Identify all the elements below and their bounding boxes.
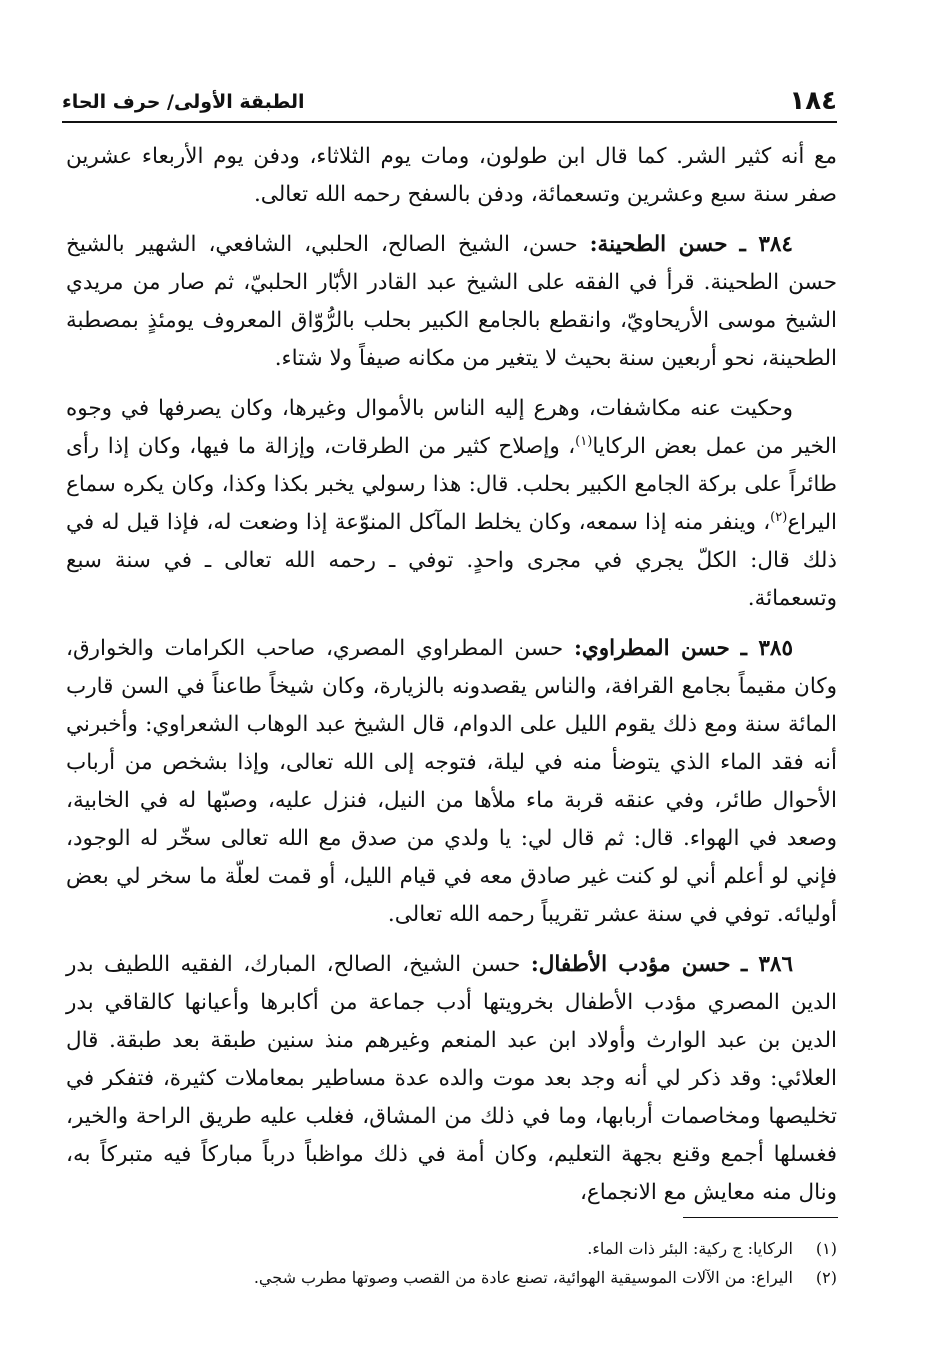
paragraph-text-c: ، وينفر منه إذا سمعه، وكان يخلط المآكل المنوّعة إذا وضعت له، فإذا قيل له في ذلك قال: الكلّ يجري في مجرى واحدٍ. توفي ـ رحمه الله تعالى ـ في سنة سبع وتسعمائة. [66, 510, 837, 611]
footnote-rule [683, 1217, 838, 1218]
entry-385 [66, 630, 837, 934]
entry-name: حسن المطراوي: [573, 636, 730, 661]
entry-number: ٣٨٤ ـ [739, 232, 793, 257]
footnote-mark: (١) [815, 1239, 837, 1258]
footnote-mark: (٢) [815, 1268, 837, 1287]
footnote-text: الركايا: ج ركية: البئر ذات الماء. [587, 1239, 793, 1258]
paragraph-text-b: ، وإصلاح كثير من الطرقات، وإزالة ما فيها، وكان إذا رأى طائراً على بركة الجامع الكبير بحلب. قال: هذا رسولي يخبر بكذا وكذا، وكان يكره سماع اليراع [66, 434, 837, 535]
paragraph-text: مع أنه كثير الشر. كما قال ابن طولون، ومات يوم الثلاثاء، ودفن يوم الأربعاء عشرين صفر سنة سبع وعشرين وتسعمائة، ودفن بالسفح رحمه الله تعالى. [66, 144, 837, 207]
entry-384 [66, 226, 837, 378]
footnote-ref-1[interactable]: (١) [575, 433, 593, 449]
footnote-text: اليراع: من الآلات الموسيقية الهوائية، تصنع عادة من القصب وصوتها مطرب شجي. [253, 1268, 793, 1287]
entry-text: حسن، الشيخ الصالح، الحلبي، الشافعي، الشهير بالشيخ حسن الطحينة. قرأ في الفقه على الشيخ عبد القادر الأبّار الحلبيّ، ثم صار من مريدي الشيخ موسى الأريحاويّ، وانقطع بالجامع الكبير بحلب بالرُّوّاق المعروف يومئذٍ بمصطبة الطحينة، نحو أربعين سنة بحيث لا يتغير من مكانه صيفاً ولا شتاء. [66, 232, 837, 371]
paragraph-anecdotes [66, 390, 837, 618]
footnote-2 [66, 1263, 837, 1292]
running-title: الطبقة الأولى/ حرف الحاء [62, 91, 305, 113]
page-header [62, 82, 837, 116]
paragraph-continuation [66, 138, 837, 214]
entry-number: ٣٨٥ ـ [740, 636, 793, 661]
footnote-1 [66, 1234, 837, 1263]
entry-text: حسن الشيخ، الصالح، المبارك، الفقيه اللطيف بدر الدين المصري مؤدب الأطفال بخرويتها أدب جماعة من أكابرها وأعيانها كالقاقي بدر الدين بن عبد الوارث وأولاد ابن عبد المنعم وغيرهم منذ سنين طبقة بعد طبقة. قال العلائي: وقد ذكر لي أنه وجد بعد موت والده عدة مساطير بمعاملات كثيرة، فتفكر في تخليصها ومخاصمات أربابها، وما في ذلك من المشاق، فغلب عليه طريق الراحة والخير، فغسلها أجمع وقنع بجهة التعليم، وكان أمة في ذلك مواظباً درباً مباركاً فيه متبركاً به، ونال منه معايش مع الانجماع، [66, 952, 837, 1205]
footnote-ref-2[interactable]: (٢) [770, 509, 788, 525]
entry-number: ٣٨٦ ـ [740, 952, 793, 977]
header-rule [62, 121, 837, 123]
entry-text: حسن المطراوي المصري، صاحب الكرامات والخوارق، وكان مقيماً بجامع القرافة، والناس يقصدونه بالزيارة، وكان شيخاً طاعناً في السن قارب المائة سنة ومع ذلك يقوم الليل على الدوام، قال الشيخ عبد الوهاب الشعراوي: وأخبرني أنه فقد الماء الذي يتوضأ منه في ليلة، فتوجه إلى الله تعالى، وإذا بشخص من أرباب الأحوال طائر، وفي عنقه قربة ماء ملأها من النيل، فنزل عليه، وصبّها له في الخابية، وصعد في الهواء. قال: ثم قال لي: يا ولدي من صدق مع الله تعالى سخّر له الوجود، فإني لو أعلم أني لو كنت غير صادق معه في قيام الليل، أو قمت لعلّة ما سخر لي بعض أوليائه. توفي في سنة عشر تقريباً رحمه الله تعالى. [66, 636, 837, 927]
page-number: ١٨٤ [789, 86, 837, 116]
footnotes [66, 1234, 837, 1292]
paragraph-text-a: وحكيت عنه مكاشفات، وهرع إليه الناس بالأموال وغيرها، وكان يصرفها في وجوه الخير من عمل بعض الركايا [66, 396, 837, 459]
entry-name: حسن الطحينة: [589, 232, 728, 257]
entry-name: حسن مؤدب الأطفال: [530, 952, 731, 977]
entry-386 [66, 946, 837, 1212]
main-text [66, 138, 837, 1212]
